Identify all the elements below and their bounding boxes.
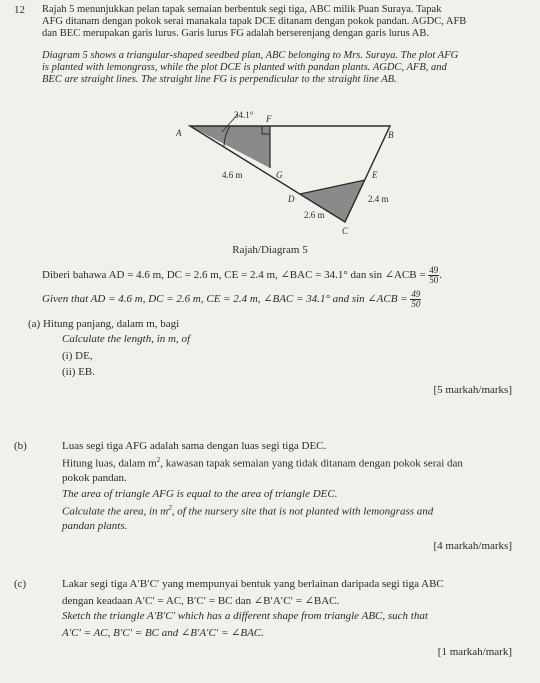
sin-fraction-english — [410, 290, 421, 309]
part-b-english-line-2b: , of the nursery site that is not planted with lemongrass and — [171, 505, 434, 518]
marks-part-b: [4 markah/marks] — [433, 540, 512, 552]
vertex-d-label: D — [288, 194, 295, 204]
given-english-text: Given that AD = 4.6 m, DC = 2.6 m, CE = 2.4 m, ∠BAC = 34.1° and sin ∠ACB = — [42, 293, 408, 306]
diagram-caption: Rajah/Diagram 5 — [232, 244, 308, 256]
part-b-malay-line-2a: Hitung luas, dalam m — [62, 457, 157, 470]
part-c-label: (c) — [14, 578, 27, 590]
part-a-english: Calculate the length, in m, of — [62, 333, 191, 345]
intro-malay-line-1: Rajah 5 menunjukkan pelan tapak semaian berbentuk segi tiga, ABC milik Puan Suraya. Tapak — [42, 4, 442, 15]
question-number: 12 — [14, 4, 25, 16]
length-ad-label: 4.6 m — [222, 170, 243, 180]
part-a-ii: (ii) EB. — [62, 366, 95, 378]
vertex-c-label: C — [342, 226, 349, 236]
part-b-malay-line-2 — [62, 456, 463, 470]
triangle-afg-shading — [190, 126, 270, 168]
part-c-malay-line-1: Lakar segi tiga A′B′C′ yang mempunyai bentuk yang berlainan daripada segi tiga ABC — [62, 578, 444, 590]
fraction-denominator: 50 — [429, 275, 439, 285]
angle-label: 34.1° — [234, 110, 254, 120]
fraction-numerator: 49 — [429, 265, 439, 275]
squared-superscript: 2 — [168, 504, 172, 512]
length-ce-label: 2.4 m — [368, 194, 389, 204]
part-b-english-line-2a: Calculate the area, in m — [62, 505, 169, 518]
given-malay-text: Diberi bahawa AD = 4.6 m, DC = 2.6 m, CE = 2.4 m, ∠BAC = 34.1° dan sin ∠ACB = — [42, 269, 426, 282]
vertex-g-label: G — [276, 170, 283, 180]
part-b-english-line-1: The area of triangle AFG is equal to the area of triangle DEC. — [62, 488, 338, 500]
part-b-malay-line-3: pokok pandan. — [62, 472, 127, 484]
intro-malay-line-2: AFG ditanam dengan pokok serai manakala tapak DCE ditanam dengan pokok pandan. AGDC, AFB — [42, 16, 467, 27]
part-b-malay-line-1: Luas segi tiga AFG adalah sama dengan luas segi tiga DEC. — [62, 440, 327, 452]
squared-superscript: 2 — [156, 456, 161, 464]
marks-part-a: [5 markah/marks] — [433, 384, 512, 396]
given-malay: Diberi bahawa AD = 4.6 m, DC = 2.6 m, CE = 2.4 m, ∠BAC = 34.1° dan sin ∠ACB = $\frac{49}{50}$ . — [42, 265, 443, 285]
diagram-5 — [150, 110, 410, 238]
given-english — [42, 290, 532, 309]
marks-part-c: [1 markah/mark] — [437, 646, 512, 658]
intro-malay-line-3: dan BEC merupakan garis lurus. Garis lurus FG adalah berserenjang dengan garis lurus AB. — [42, 28, 429, 39]
part-c-malay-line-2: dengan keadaan A′C′ = AC, B′C′ = BC dan ∠B′A′C′ = ∠BAC. — [62, 595, 340, 607]
sin-fraction-malay — [428, 266, 439, 285]
part-a-i: (i) DE, — [62, 350, 93, 362]
length-dc-label: 2.6 m — [304, 210, 325, 220]
part-a-malay: (a) Hitung panjang, dalam m, bagi — [28, 318, 180, 330]
part-b-label: (b) — [14, 440, 27, 452]
intro-english-line-1: Diagram 5 shows a triangular-shaped seedbed plan, ABC belonging to Mrs. Suraya. The plot AFG — [42, 50, 459, 61]
fraction-denominator: 50 — [411, 299, 421, 309]
part-c-english-line-1: Sketch the triangle A′B′C′ which has a different shape from triangle ABC, such that — [62, 610, 428, 622]
intro-english-line-2: is planted with lemongrass, while the plot DCE is planted with pandan plants. AGDC, AFB, and — [42, 62, 447, 73]
part-b-english-line-2 — [62, 504, 433, 518]
part-b-malay-line-2b: , kawasan tapak semaian yang tidak ditanam dengan pokok serai dan — [160, 457, 463, 470]
vertex-e-label: E — [372, 170, 378, 180]
vertex-a-label: A — [176, 128, 182, 138]
vertex-f-label: F — [266, 114, 272, 124]
intro-english-line-3: BEC are straight lines. The straight line FG is perpendicular to the straight line AB. — [42, 74, 397, 85]
fraction-numerator: 49 — [411, 289, 421, 299]
part-c-english-line-2: A′C′ = AC, B′C′ = BC and ∠B′A′C′ = ∠BAC. — [62, 627, 264, 639]
part-b-english-line-3: pandan plants. — [62, 520, 128, 532]
vertex-b-label: B — [388, 130, 394, 140]
